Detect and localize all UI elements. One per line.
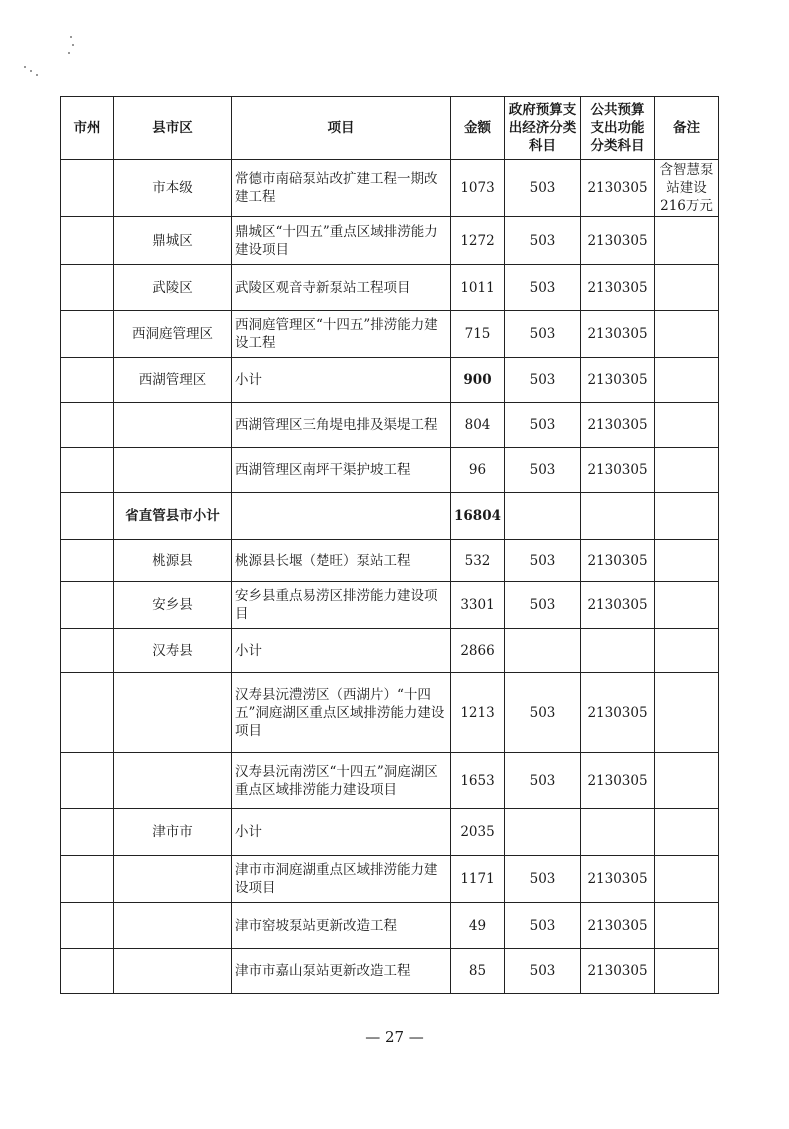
table-row (61, 753, 719, 809)
cell-remark (655, 809, 719, 856)
cell-econ: 503 (505, 358, 581, 403)
cell-func: 2130305 (581, 448, 655, 493)
cell-remark (655, 493, 719, 540)
cell-project (232, 493, 451, 540)
cell-remark (655, 949, 719, 994)
cell-amount: 715 (451, 311, 505, 358)
cell-county: 安乡县 (114, 582, 232, 629)
cell-func (581, 809, 655, 856)
cell-city (61, 540, 114, 582)
table-header-row (61, 97, 719, 160)
cell-project: 小计 (232, 809, 451, 856)
cell-amount: 804 (451, 403, 505, 448)
cell-county (114, 949, 232, 994)
table-row (61, 160, 719, 217)
table-row (61, 809, 719, 856)
table-row (61, 311, 719, 358)
cell-amount: 3301 (451, 582, 505, 629)
cell-project: 鼎城区“十四五”重点区域排涝能力建设项目 (232, 217, 451, 265)
cell-county: 津市市 (114, 809, 232, 856)
cell-remark (655, 753, 719, 809)
cell-project: 武陵区观音寺新泵站工程项目 (232, 265, 451, 311)
cell-func: 2130305 (581, 540, 655, 582)
cell-remark (655, 540, 719, 582)
cell-city (61, 493, 114, 540)
cell-remark (655, 311, 719, 358)
cell-county: 武陵区 (114, 265, 232, 311)
table-row (61, 673, 719, 753)
cell-econ: 503 (505, 311, 581, 358)
cell-econ: 503 (505, 448, 581, 493)
cell-func: 2130305 (581, 582, 655, 629)
cell-city (61, 358, 114, 403)
cell-city (61, 903, 114, 949)
header-city: 市州 (61, 97, 114, 160)
cell-econ (505, 809, 581, 856)
scan-speckles (22, 30, 52, 80)
table-row (61, 265, 719, 311)
cell-county: 市本级 (114, 160, 232, 217)
cell-amount: 532 (451, 540, 505, 582)
cell-remark (655, 448, 719, 493)
cell-amount: 49 (451, 903, 505, 949)
table-row (61, 448, 719, 493)
cell-county: 桃源县 (114, 540, 232, 582)
cell-city (61, 582, 114, 629)
cell-econ: 503 (505, 265, 581, 311)
header-project: 项目 (232, 97, 451, 160)
cell-project: 津市市嘉山泵站更新改造工程 (232, 949, 451, 994)
table-row (61, 856, 719, 903)
cell-func: 2130305 (581, 753, 655, 809)
cell-project: 西湖管理区南坪干渠护坡工程 (232, 448, 451, 493)
cell-remark (655, 217, 719, 265)
cell-project: 西洞庭管理区“十四五”排涝能力建设工程 (232, 311, 451, 358)
cell-city (61, 448, 114, 493)
cell-city (61, 311, 114, 358)
table-row (61, 540, 719, 582)
cell-city (61, 949, 114, 994)
cell-amount: 1213 (451, 673, 505, 753)
cell-amount: 1653 (451, 753, 505, 809)
cell-project: 汉寿县沅南涝区“十四五”洞庭湖区重点区域排涝能力建设项目 (232, 753, 451, 809)
header-remark: 备注 (655, 97, 719, 160)
cell-econ: 503 (505, 582, 581, 629)
cell-project: 津市市洞庭湖重点区域排涝能力建设项目 (232, 856, 451, 903)
cell-city (61, 809, 114, 856)
page-number: — 27 — (365, 1028, 424, 1046)
cell-amount: 1011 (451, 265, 505, 311)
cell-func: 2130305 (581, 856, 655, 903)
cell-county: 省直管县市小计 (114, 493, 232, 540)
cell-econ: 503 (505, 856, 581, 903)
header-amount: 金额 (451, 97, 505, 160)
cell-city (61, 753, 114, 809)
cell-county: 西湖管理区 (114, 358, 232, 403)
cell-remark (655, 582, 719, 629)
cell-city (61, 160, 114, 217)
cell-city (61, 673, 114, 753)
cell-func: 2130305 (581, 358, 655, 403)
table-row (61, 217, 719, 265)
cell-city (61, 403, 114, 448)
cell-remark (655, 856, 719, 903)
cell-amount: 1073 (451, 160, 505, 217)
cell-econ: 503 (505, 949, 581, 994)
cell-remark (655, 629, 719, 673)
table-row (61, 903, 719, 949)
cell-amount: 16804 (451, 493, 505, 540)
cell-func: 2130305 (581, 903, 655, 949)
cell-county (114, 403, 232, 448)
cell-city (61, 217, 114, 265)
cell-econ: 503 (505, 673, 581, 753)
cell-amount: 96 (451, 448, 505, 493)
header-func-category: 公共预算支出功能分类科目 (581, 97, 655, 160)
cell-remark (655, 403, 719, 448)
cell-econ (505, 629, 581, 673)
cell-project: 小计 (232, 358, 451, 403)
cell-func: 2130305 (581, 949, 655, 994)
cell-project: 津市窑坡泵站更新改造工程 (232, 903, 451, 949)
cell-func (581, 493, 655, 540)
cell-project: 小计 (232, 629, 451, 673)
cell-func: 2130305 (581, 673, 655, 753)
cell-county: 鼎城区 (114, 217, 232, 265)
cell-county (114, 753, 232, 809)
cell-econ: 503 (505, 403, 581, 448)
budget-table (60, 96, 719, 994)
cell-remark (655, 673, 719, 753)
cell-project: 西湖管理区三角堤电排及渠堤工程 (232, 403, 451, 448)
cell-remark (655, 358, 719, 403)
header-county: 县市区 (114, 97, 232, 160)
cell-amount: 2866 (451, 629, 505, 673)
cell-econ (505, 493, 581, 540)
cell-project: 安乡县重点易涝区排涝能力建设项目 (232, 582, 451, 629)
cell-city (61, 856, 114, 903)
cell-remark (655, 265, 719, 311)
table-row (61, 949, 719, 994)
cell-remark: 含智慧泵站建设216万元 (655, 160, 719, 217)
table-row (61, 582, 719, 629)
cell-amount: 85 (451, 949, 505, 994)
cell-econ: 503 (505, 903, 581, 949)
cell-remark (655, 903, 719, 949)
table-row (61, 403, 719, 448)
table-row (61, 629, 719, 673)
cell-county: 西洞庭管理区 (114, 311, 232, 358)
cell-county (114, 673, 232, 753)
table-row (61, 493, 719, 540)
cell-city (61, 629, 114, 673)
cell-county (114, 856, 232, 903)
cell-func: 2130305 (581, 311, 655, 358)
cell-econ: 503 (505, 540, 581, 582)
cell-func: 2130305 (581, 160, 655, 217)
cell-project: 汉寿县沅澧涝区（西湖片）“十四五”洞庭湖区重点区域排涝能力建设项目 (232, 673, 451, 753)
cell-econ: 503 (505, 160, 581, 217)
table-row (61, 358, 719, 403)
cell-func: 2130305 (581, 403, 655, 448)
cell-amount: 1171 (451, 856, 505, 903)
cell-func: 2130305 (581, 265, 655, 311)
cell-project: 常德市南碚泵站改扩建工程一期改建工程 (232, 160, 451, 217)
cell-county (114, 903, 232, 949)
cell-func (581, 629, 655, 673)
cell-amount: 900 (451, 358, 505, 403)
cell-project: 桃源县长堰（楚旺）泵站工程 (232, 540, 451, 582)
cell-county: 汉寿县 (114, 629, 232, 673)
cell-amount: 2035 (451, 809, 505, 856)
cell-amount: 1272 (451, 217, 505, 265)
cell-county (114, 448, 232, 493)
cell-econ: 503 (505, 217, 581, 265)
cell-func: 2130305 (581, 217, 655, 265)
cell-econ: 503 (505, 753, 581, 809)
header-econ-category: 政府预算支出经济分类科目 (505, 97, 581, 160)
cell-city (61, 265, 114, 311)
